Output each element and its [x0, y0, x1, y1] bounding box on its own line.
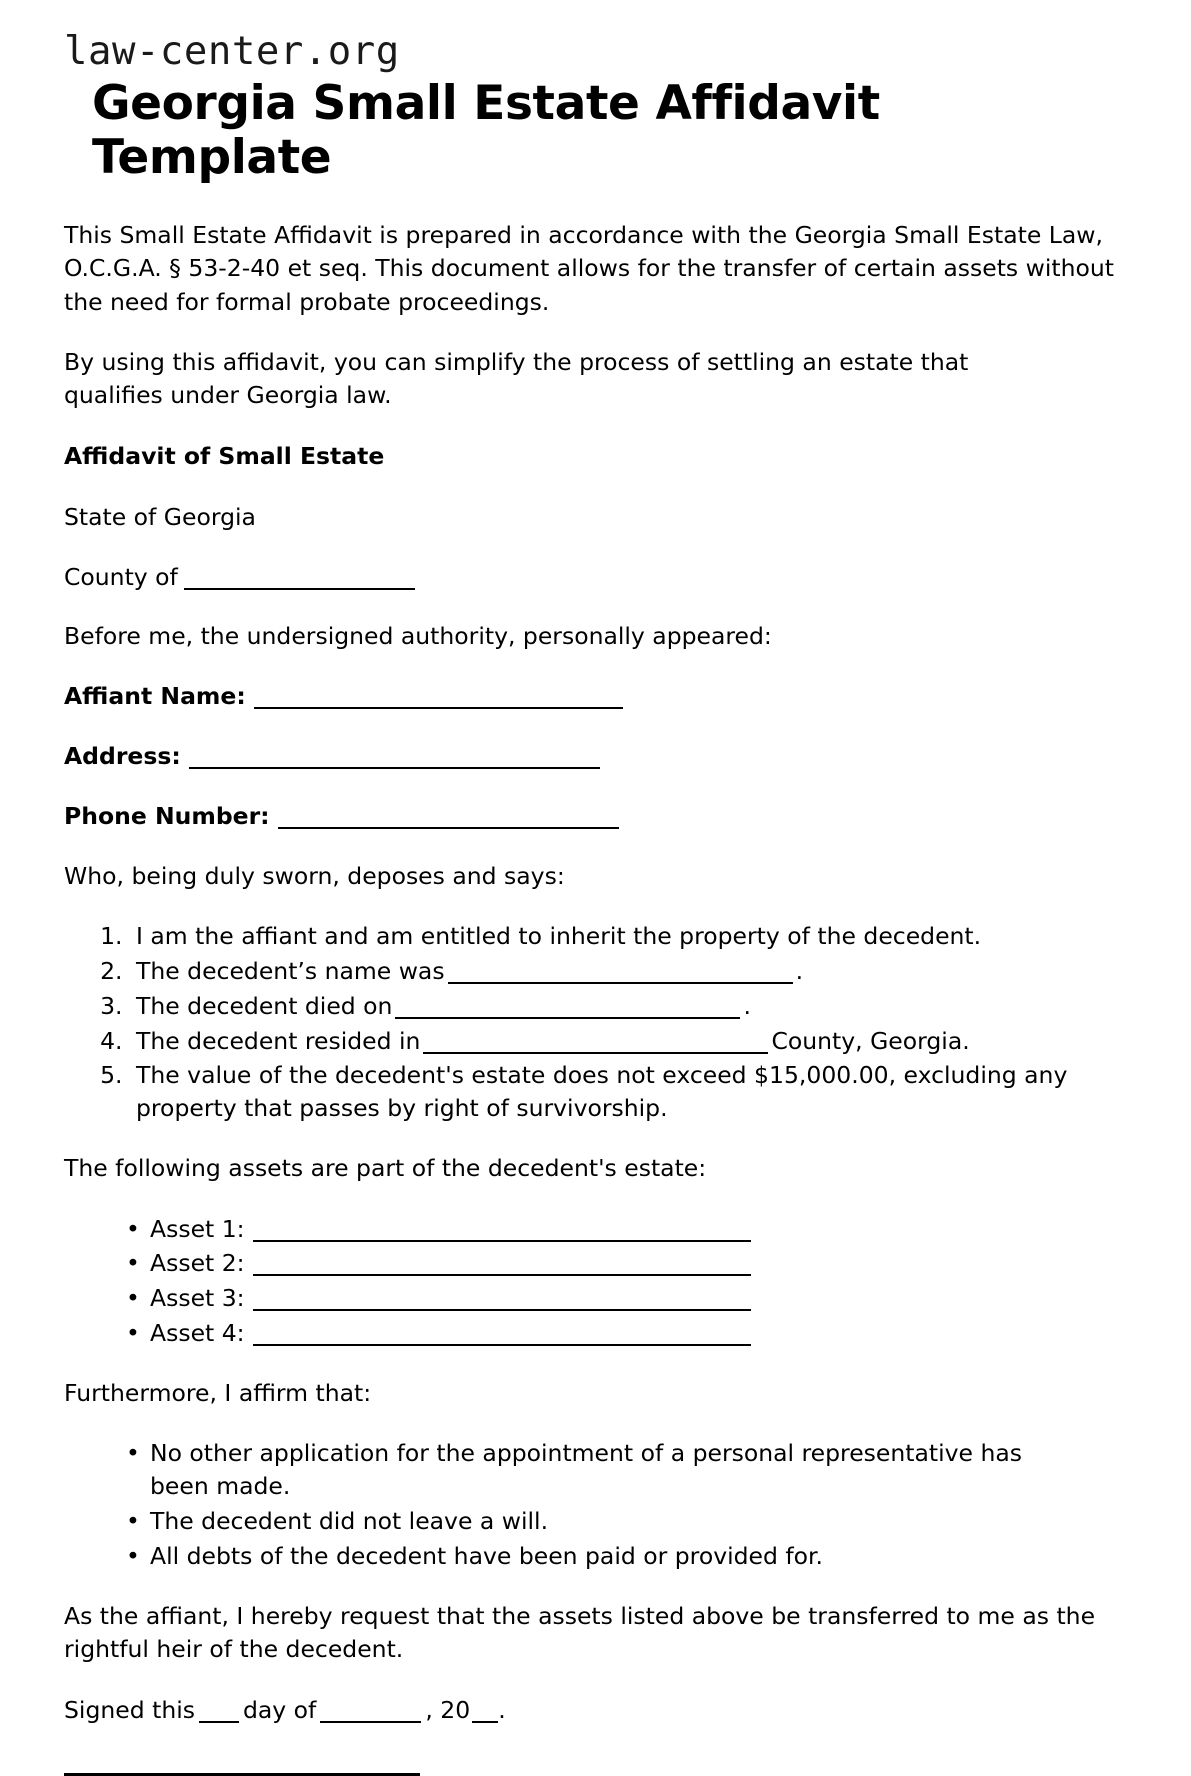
signed-mid-text: day of	[242, 1695, 317, 1724]
signed-prefix-text: Signed this	[64, 1695, 195, 1724]
statement-4-text: The decedent resided in	[136, 1026, 421, 1055]
asset-3-label: Asset 3:	[150, 1284, 245, 1313]
signed-date-line	[64, 1694, 1115, 1727]
signed-month-blank[interactable]	[320, 1705, 421, 1723]
county-label: County of	[64, 562, 178, 591]
county-blank[interactable]	[184, 572, 415, 590]
statement-item-4	[130, 1025, 1090, 1058]
affiant-name-field	[64, 680, 1115, 713]
before-me-line: Before me, the undersigned authority, personally appeared:	[64, 622, 772, 651]
signed-suffix-text: .	[498, 1695, 506, 1724]
signed-year-prefix-text: , 20	[425, 1695, 471, 1724]
list-item	[126, 1213, 1086, 1246]
county-field	[64, 561, 1115, 594]
residence-county-blank[interactable]	[423, 1036, 768, 1054]
affiant-name-blank[interactable]	[254, 691, 623, 709]
asset-2-label: Asset 2:	[150, 1249, 245, 1278]
intro-paragraph-1: This Small Estate Affidavit is prepared in accordance with the Georgia Small Estate Law, O.C.G.A. § 53-2-40 et seq. This document allows for the transfer of certain assets without the need for formal probate proceedings.	[64, 220, 1114, 316]
affirmations-intro: Furthermore, I affirm that:	[64, 1379, 372, 1408]
assets-intro: The following assets are part of the decedent's estate:	[64, 1154, 707, 1183]
statement-2-text: The decedent’s name was	[136, 956, 445, 985]
affirmations-list	[64, 1437, 1115, 1573]
address-field	[64, 740, 1115, 773]
list-item: • The decedent did not leave a will.	[126, 1505, 1086, 1538]
list-item	[126, 1317, 1086, 1350]
death-date-blank[interactable]	[395, 1001, 740, 1019]
statement-4-suffix: County, Georgia.	[771, 1026, 970, 1055]
asset-4-blank[interactable]	[253, 1328, 751, 1346]
phone-blank[interactable]	[278, 811, 619, 829]
asset-1-blank[interactable]	[253, 1224, 751, 1242]
list-item: • All debts of the decedent have been paid or provided for.	[126, 1540, 1086, 1573]
affidavit-heading: Affidavit of Small Estate	[64, 441, 385, 470]
sworn-line: Who, being duly sworn, deposes and says:	[64, 861, 565, 890]
address-blank[interactable]	[189, 751, 600, 769]
affiant-name-label: Affiant Name:	[64, 682, 246, 711]
state-line: State of Georgia	[64, 502, 256, 531]
signature-line[interactable]	[64, 1773, 420, 1776]
statement-item-5: 5. The value of the decedent's estate does not exceed $15,000.00, excluding any property that passes by right of survivorship.	[130, 1059, 1090, 1125]
list-item: • No other application for the appointment of a personal representative has been made.	[126, 1437, 1086, 1503]
list-item	[126, 1247, 1086, 1280]
closing-request-paragraph: As the affiant, I hereby request that the assets listed above be transferred to me as the rightful heir of the decedent.	[64, 1602, 1096, 1664]
phone-label: Phone Number:	[64, 802, 270, 831]
statement-3-suffix: .	[743, 991, 751, 1020]
signed-day-blank[interactable]	[199, 1705, 239, 1723]
statement-item-1: 1. I am the affiant and am entitled to inherit the property of the decedent.	[130, 920, 1090, 953]
statements-list	[64, 920, 1115, 1125]
asset-2-blank[interactable]	[253, 1258, 751, 1276]
asset-3-blank[interactable]	[253, 1293, 751, 1311]
asset-4-label: Asset 4:	[150, 1319, 245, 1348]
assets-list	[64, 1213, 1115, 1351]
list-item	[126, 1282, 1086, 1315]
intro-paragraph-2: By using this affidavit, you can simplify the process of settling an estate that qualifies under Georgia law.	[64, 348, 969, 410]
site-name: law-center.org	[64, 29, 400, 74]
page-title: Georgia Small Estate Affidavit Template	[92, 75, 880, 185]
statement-2-suffix: .	[795, 956, 804, 985]
signed-year-blank[interactable]	[472, 1705, 498, 1723]
address-label: Address:	[64, 742, 181, 771]
statement-item-2	[130, 955, 1090, 988]
decedent-name-blank[interactable]	[448, 966, 793, 984]
phone-field	[64, 800, 1115, 833]
asset-1-label: Asset 1:	[150, 1214, 245, 1243]
statement-item-3	[130, 990, 1090, 1023]
statement-3-text: The decedent died on	[136, 991, 393, 1020]
